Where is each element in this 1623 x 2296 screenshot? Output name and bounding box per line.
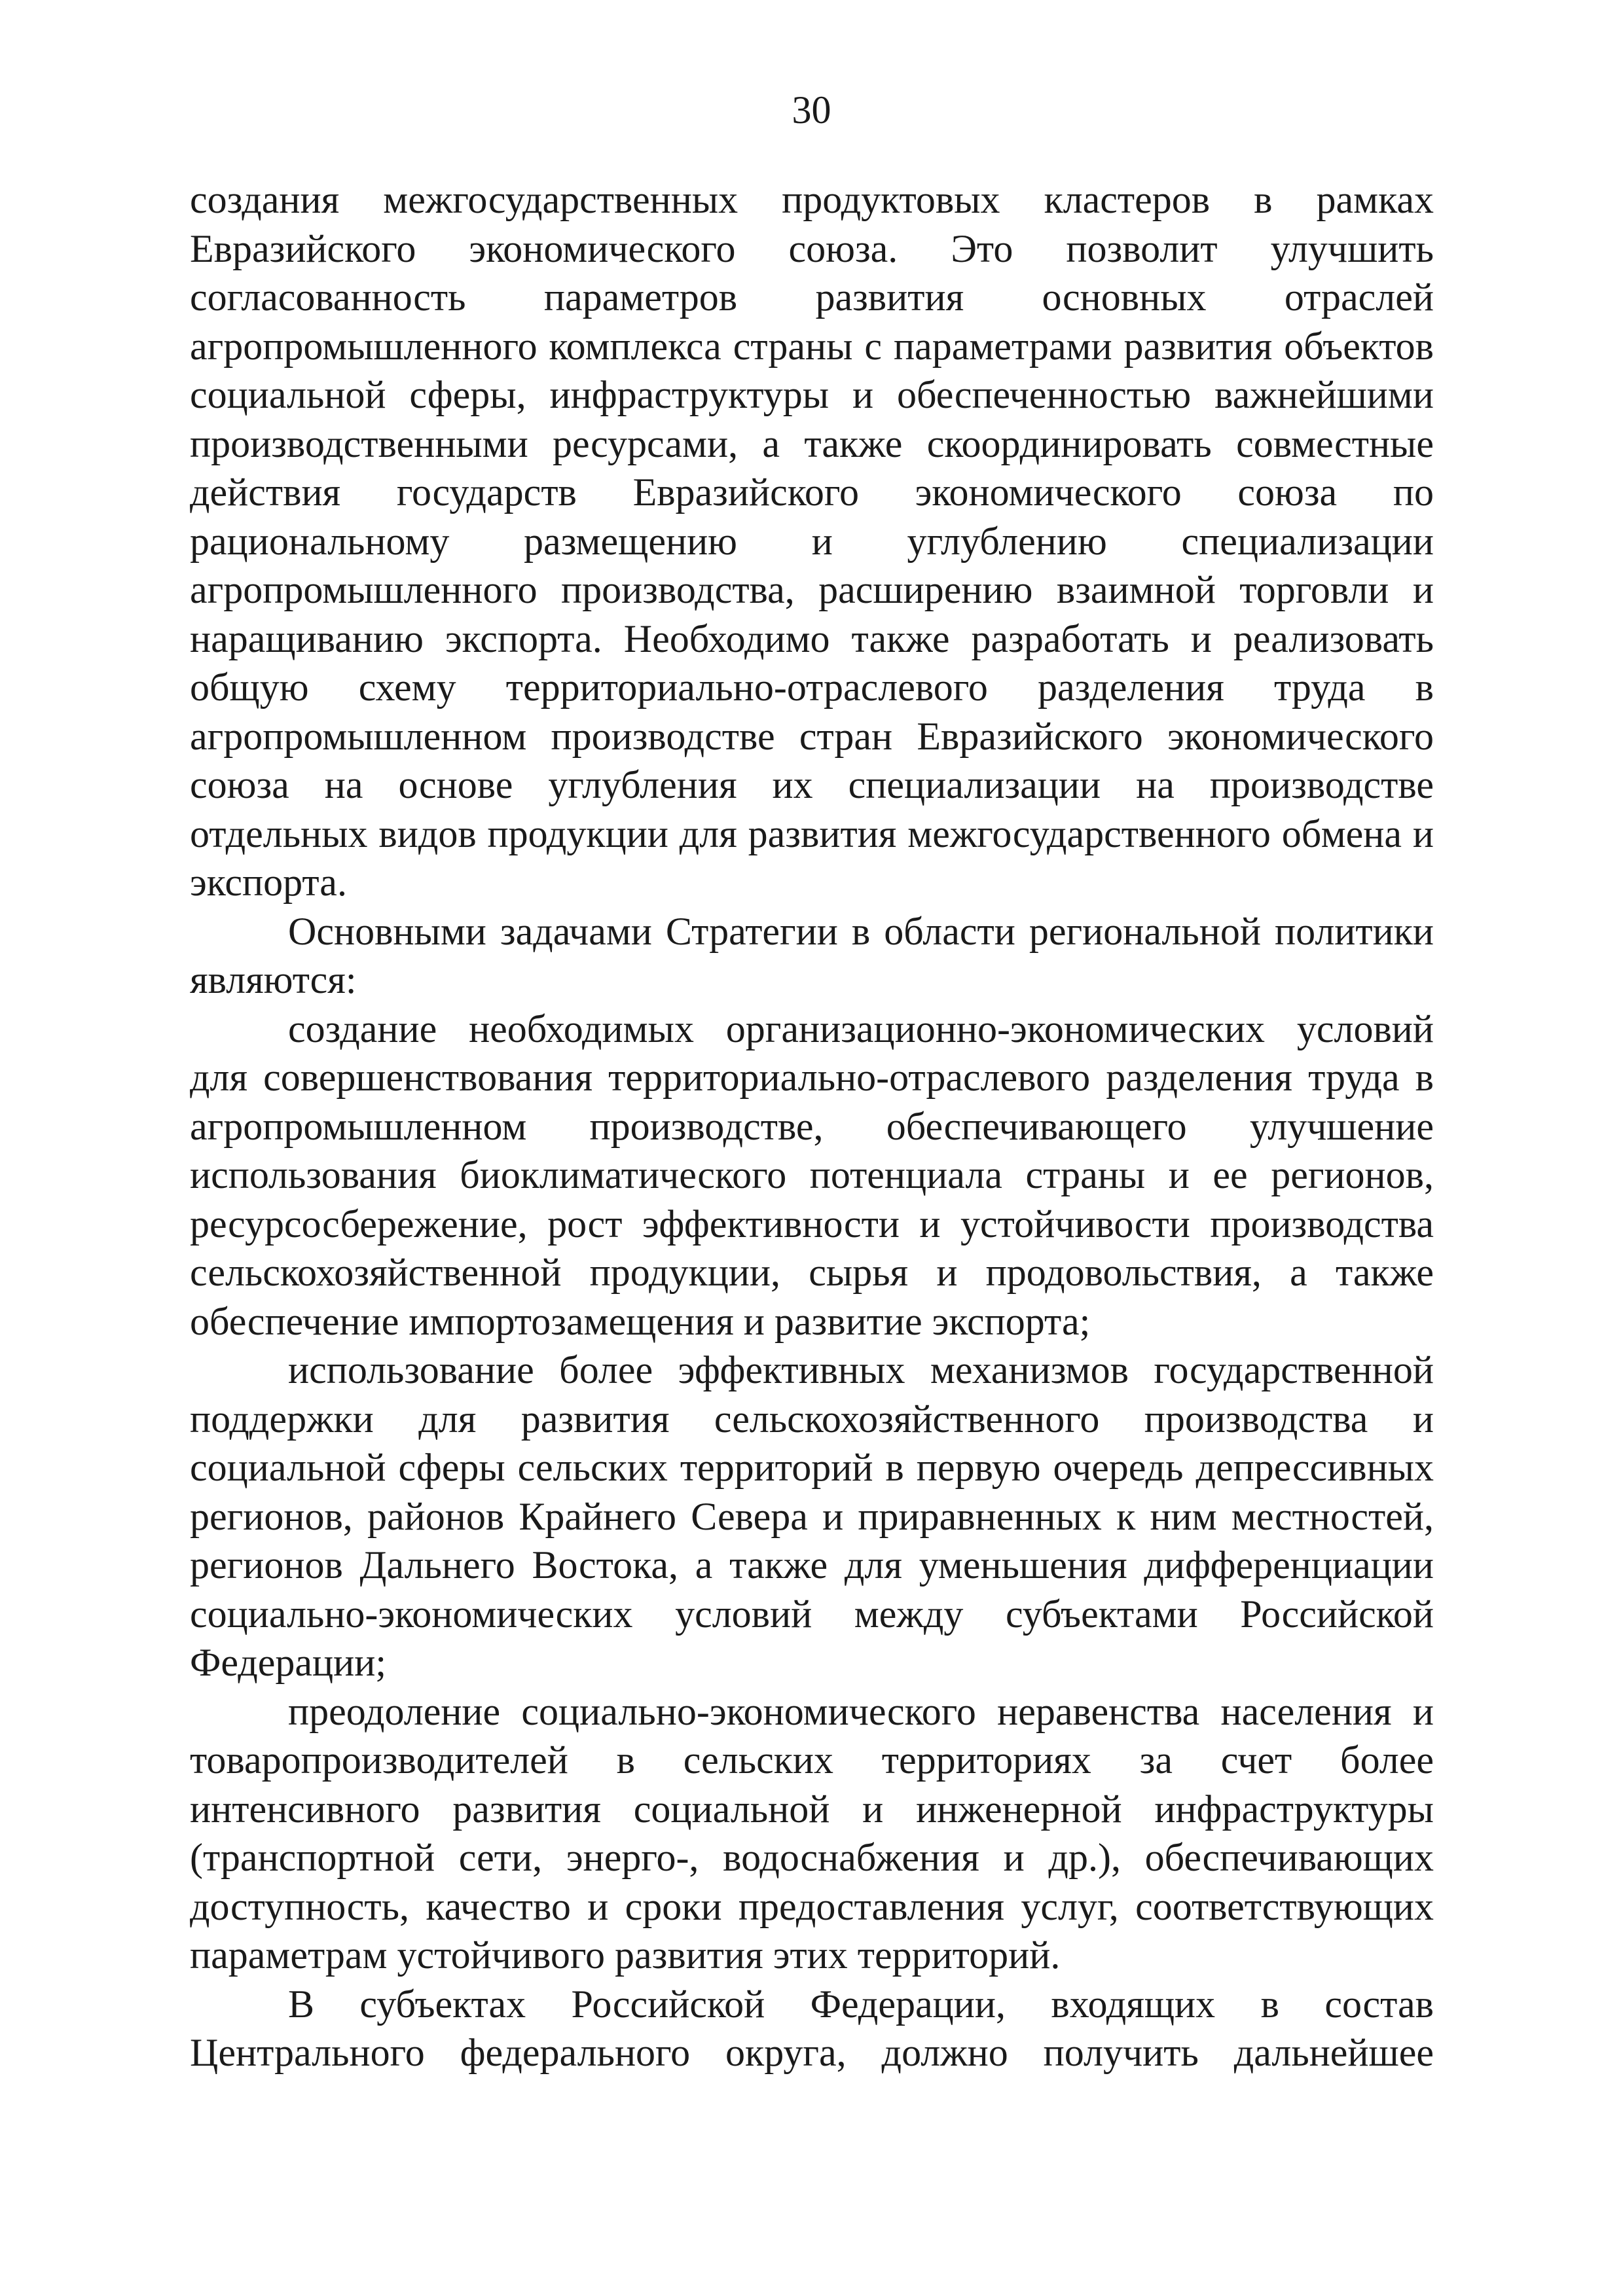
- paragraph-task-organizational-conditions: создание необходимых организационно-экономических условий для совершенствования территориально-отраслевого разделения труда в агропромышленном производстве, обеспечивающего улучшение использования биоклиматического потенциала страны и ее регионов, ресурсосбережение, рост эффективности и устойчивости производства сельскохозяйственной продукции, сырья и продовольствия, а также обеспечение импортозамещения и развитие экспорта;: [190, 1007, 1434, 1343]
- paragraph-central-federal-district: В субъектах Российской Федерации, входящих в состав Центрального федерального округа, должно получить дальнейшее: [190, 1982, 1434, 2074]
- paragraph-task-state-support: использование более эффективных механизмов государственной поддержки для развития сельскохозяйственного производства и социальной сферы сельских территорий в первую очередь депрессивных регионов, районов Крайнего Севера и приравненных к ним местностей, регионов Дальнего Востока, а также для уменьшения дифференциации социально-экономических условий между субъектами Российской Федерации;: [190, 1348, 1434, 1684]
- document-body: [190, 175, 1434, 2077]
- page-number: 30: [792, 88, 831, 132]
- paragraph-product-clusters: создания межгосударственных продуктовых кластеров в рамках Евразийского экономического союза. Это позволит улучшить согласованность параметров развития основных отраслей агропромышленного комплекса страны с параметрами развития объектов социальной сферы, инфраструктуры и обеспеченностью важнейшими производственными ресурсами, а также скоординировать совместные действия государств Евразийского экономического союза по рациональному размещению и углублению специализации агропромышленного производства, расширению взаимной торговли и наращиванию экспорта. Необходимо также разработать и реализовать общую схему территориально-отраслевого разделения труда в агропромышленном производстве стран Евразийского экономического союза на основе углубления их специализации на производстве отдельных видов продукции для развития межгосударственного обмена и экспорта.: [190, 178, 1434, 904]
- paragraph-task-overcoming-inequality: преодоление социально-экономического неравенства населения и товаропроизводителей в сельских территориях за счет более интенсивного развития социальной и инженерной инфраструктуры (транспортной сети, энерго-, водоснабжения и др.), обеспечивающих доступность, качество и сроки предоставления услуг, соответствующих параметрам устойчивого развития этих территорий.: [190, 1689, 1434, 1977]
- paragraph-regional-policy-tasks: Основными задачами Стратегии в области региональной политики являются:: [190, 909, 1434, 1001]
